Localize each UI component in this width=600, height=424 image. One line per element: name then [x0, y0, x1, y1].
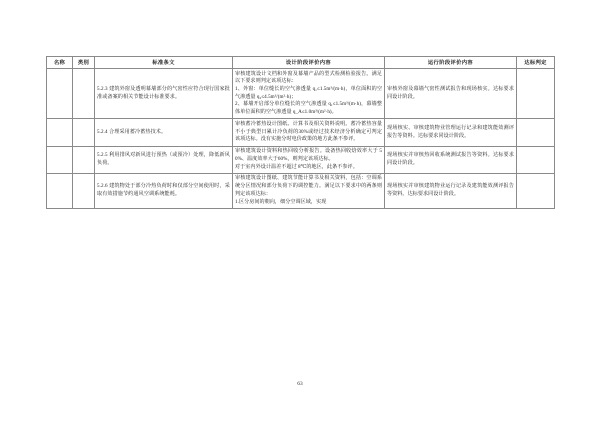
cell-clause: 5.2.4 合理采用蓄冷蓄热技术。 [95, 119, 233, 146]
table-row [47, 69, 555, 119]
cell-verdict [517, 69, 555, 119]
column-header-operation-stage: 运行阶段评价内容 [385, 57, 517, 69]
table-row [47, 146, 555, 173]
table-header-row [47, 57, 555, 69]
cell-operation-stage: 现场核实、审核建筑物业管理运行记录和建筑能效测评报告等资料。达标要求同设计阶段。 [385, 119, 517, 146]
cell-category [73, 146, 95, 173]
cell-verdict [517, 119, 555, 146]
cell-design-stage: 审核蓄冷蓄热设计图纸、计算书及相关资料说明。蓄冷蓄热容量不小于典型日累计冷负荷的30%或经过技术经济分析确定可判定该项达标。没有实施分时电价政策的地方此条不参评。 [233, 119, 385, 146]
cell-operation-stage: 现场核实并审核建筑物业运行记录及建筑能效测评报告等资料。达标要求同设计阶段。 [385, 173, 517, 208]
table-row [47, 119, 555, 146]
cell-verdict [517, 173, 555, 208]
page-number: 63 [297, 381, 303, 387]
cell-name [47, 119, 73, 146]
cell-verdict [517, 146, 555, 173]
cell-category [73, 173, 95, 208]
column-header-design-stage: 设计阶段评价内容 [233, 57, 385, 69]
column-header-name: 名称 [47, 57, 73, 69]
cell-clause: 5.2.3 建筑外窗及透明幕墙部分的气密性应符合现行国家批准或备案的相关节能设计标准要求。 [95, 69, 233, 119]
cell-design-stage: 审核建筑设计文档和外窗及幕墙产品的型式检测检验报告。满足以下要求则判定该项达标： 1、外窗：单位缝长的空气渗透量 q₁≤1.5m³/(m·h)，单位面积的空气渗透量 q₂≤4.5m³/(m²·h)； 2、幕墙开启部分单位缝长的空气渗透量 q₁≤1.5m³/(m·h)，幕墙整体单位面积的空气渗透量 q_A≤1.0m³/(m²·h)。 [233, 69, 385, 119]
cell-design-stage: 审核建筑设计资料和热回收分析报告。设备热回收焓效率大于 50%、温度效率大于60%，则判定该项达标。 对于室内外设计温差不超过 8℃的地区，此条不参评。 [233, 146, 385, 173]
cell-operation-stage: 审核外窗及幕墙气密性测试报告和现场核实。达标要求同设计阶段。 [385, 69, 517, 119]
table-header [47, 57, 555, 69]
evaluation-table-container [46, 56, 554, 209]
column-header-verdict: 达标判定 [517, 57, 555, 69]
column-header-clause: 标准条文 [95, 57, 233, 69]
cell-category [73, 119, 95, 146]
cell-name [47, 146, 73, 173]
cell-name [47, 173, 73, 208]
table-body [47, 69, 555, 209]
cell-category [73, 69, 95, 119]
evaluation-table [46, 56, 555, 209]
table-row [47, 173, 555, 208]
column-header-category: 类别 [73, 57, 95, 69]
cell-clause: 5.2.6 建筑物处于部分冷热负荷时和仅部分空间使用时，采取有效措施节约通风空调系统能耗。 [95, 173, 233, 208]
cell-clause: 5.2.5 利用排风对新风进行预热（或预冷）处理，降低新风负荷。 [95, 146, 233, 173]
cell-operation-stage: 现场核实并审核热回收系统测试报告等资料。达标要求同设计阶段。 [385, 146, 517, 173]
cell-name [47, 69, 73, 119]
cell-design-stage: 审核建筑设计图纸、建筑节能计算书及相关资料，包括：空调系统分区情况和部分负荷下的调控能力。满足以下要求中的两条则判定该项达标： 1.区分房间的朝向，细分空调区域，实现 [233, 173, 385, 208]
